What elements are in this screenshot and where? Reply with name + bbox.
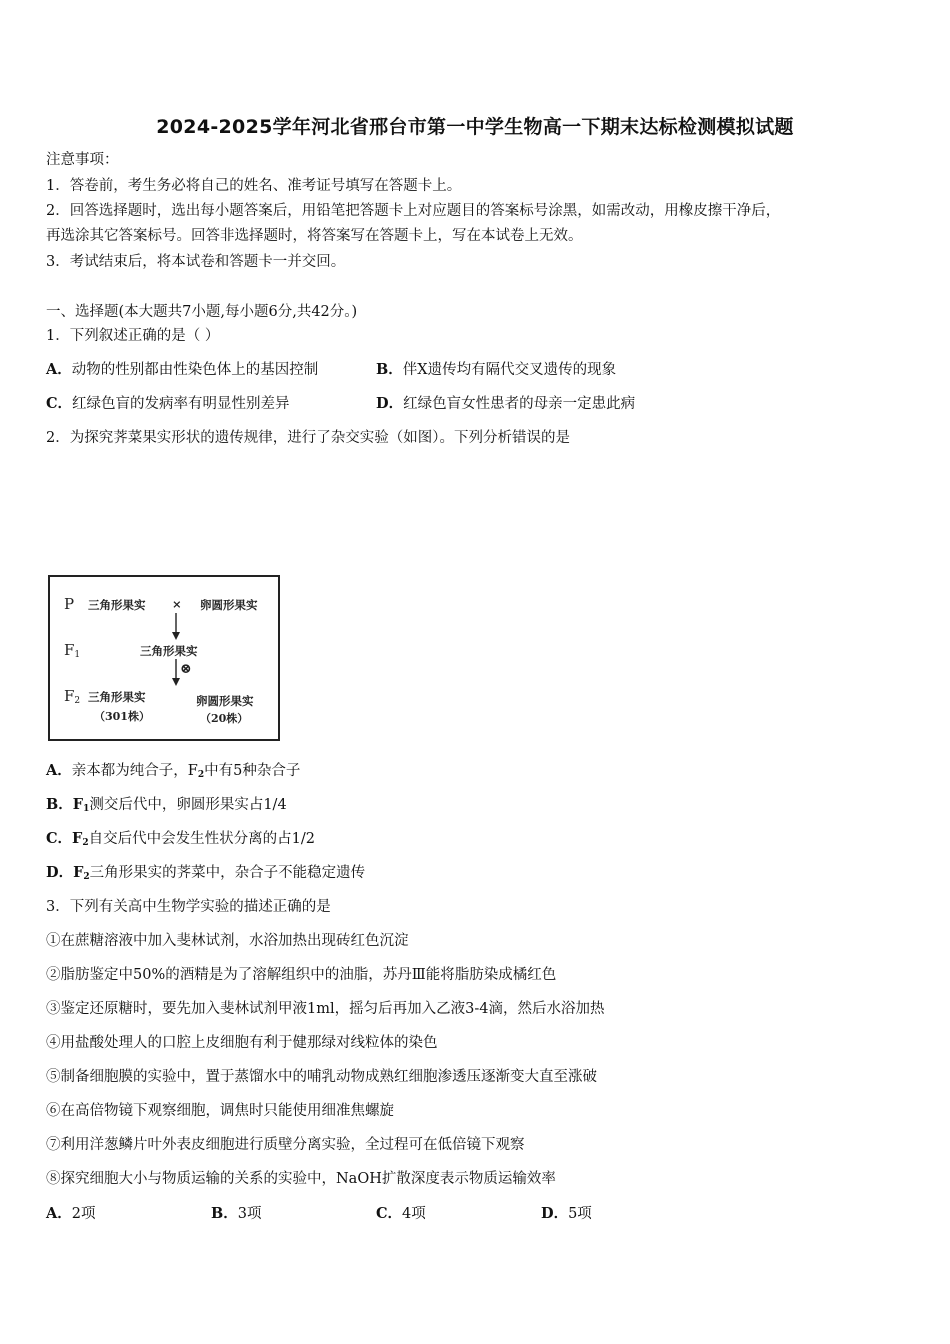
option-label: A． (46, 762, 72, 779)
q1-option-d[interactable] (376, 394, 635, 414)
q2-option-d[interactable] (46, 863, 365, 887)
f2-left-fruit: 三角形果实 (88, 690, 146, 704)
f2-right-count: （20株） (200, 712, 249, 725)
notice-item-3: 3．考试结束后，将本试卷和答题卡一并交回。 (46, 254, 346, 270)
option-text: F (72, 796, 84, 813)
q3-option-d[interactable] (541, 1204, 592, 1224)
q3-statement-2: ②脂肪鉴定中50%的酒精是为了溶解组织中的油脂，苏丹Ⅲ能将脂肪染成橘红色 (46, 967, 557, 983)
q2-option-b[interactable] (46, 795, 287, 819)
option-text: F (73, 864, 84, 881)
option-label: A． (46, 361, 72, 378)
q1-stem: 1．下列叙述正确的是（ ） (46, 328, 220, 344)
f1-letter: F (64, 641, 75, 659)
q3-option-b[interactable] (211, 1204, 262, 1224)
option-text: 红绿色盲女性患者的母亲一定患此病 (403, 396, 636, 412)
f2-right-fruit: 卵圆形果实 (196, 694, 254, 708)
f2-generation-label (64, 687, 80, 706)
q3-statement-7: ⑦利用洋葱鳞片叶外表皮细胞进行质壁分离实验，全过程可在低倍镜下观察 (46, 1137, 525, 1153)
p-left-fruit: 三角形果实 (88, 598, 146, 612)
option-text: 动物的性别都由性染色体上的基因控制 (71, 362, 319, 378)
q3-stem: 3．下列有关高中生物学实验的描述正确的是 (46, 899, 331, 915)
down-arrow-icon (170, 613, 182, 641)
option-text: 亲本都为纯合子，F (71, 763, 198, 779)
p-generation-label: P (64, 595, 75, 613)
q3-statement-3: ③鉴定还原糖时，要先加入斐林试剂甲液1ml，摇匀后再加入乙液3-4滴，然后水浴加热 (46, 1001, 605, 1017)
option-text: 3项 (237, 1206, 262, 1222)
cross-diagram (48, 575, 280, 741)
option-text: 5项 (568, 1206, 592, 1222)
self-cross-symbol: ⊗ (180, 661, 192, 677)
option-text: F (72, 830, 83, 847)
q3-statement-6: ⑥在高倍物镜下观察细胞，调焦时只能使用细准焦螺旋 (46, 1103, 394, 1119)
option-text: 三角形果实的荠菜中，杂合子不能稳定遗传 (89, 865, 366, 881)
q3-statement-1: ①在蔗糖溶液中加入斐林试剂，水浴加热出现砖红色沉淀 (46, 933, 409, 949)
notice-item-2b: 再选涂其它答案标号。回答非选择题时，将答案写在答题卡上，写在本试卷上无效。 (46, 228, 583, 244)
q3-statement-5: ⑤制备细胞膜的实验中，置于蒸馏水中的哺乳动物成熟红细胞渗透压逐渐变大直至涨破 (46, 1069, 597, 1085)
option-label: D． (541, 1205, 569, 1222)
option-label: C． (46, 395, 73, 412)
f1-generation-label (64, 641, 80, 660)
option-subscript: 2 (83, 872, 90, 882)
page-title: 2024-2025学年河北省邢台市第一中学生物高一下期末达标检测模拟试题 (156, 116, 794, 138)
option-subscript: 2 (82, 838, 89, 848)
q1-option-c[interactable] (46, 394, 290, 414)
option-text: 红绿色盲的发病率有明显性别差异 (72, 396, 290, 412)
option-label: D． (376, 395, 404, 412)
option-label: A． (46, 1205, 72, 1222)
option-label: C． (46, 830, 73, 847)
q2-stem: 2．为探究荠菜果实形状的遗传规律，进行了杂交实验（如图）。下列分析错误的是 (46, 430, 570, 446)
cross-symbol: × (172, 597, 182, 611)
q2-option-c[interactable] (46, 829, 315, 853)
section-heading: 一、选择题(本大题共7小题,每小题6分,共42分。) (46, 304, 358, 320)
q3-statement-8: ⑧探究细胞大小与物质运输的关系的实验中，NaOH扩散深度表示物质运输效率 (46, 1171, 556, 1187)
notice-heading: 注意事项： (46, 152, 119, 168)
f1-subscript: 1 (74, 650, 81, 660)
option-label: B． (46, 796, 73, 813)
notice-item-2a: 2．回答选择题时，选出每小题答案后，用铅笔把答题卡上对应题目的答案标号涂黑，如需改动，用橡皮擦干净后， (46, 203, 781, 219)
f2-left-count: （301株） (94, 710, 150, 723)
option-subscript: 2 (197, 770, 205, 780)
option-text: 中有5种杂合子 (204, 763, 301, 779)
f2-subscript: 2 (74, 696, 81, 706)
p-right-fruit: 卵圆形果实 (200, 598, 258, 612)
q3-statement-4: ④用盐酸处理人的口腔上皮细胞有利于健那绿对线粒体的染色 (46, 1035, 438, 1051)
option-text: 伴X遗传均有隔代交叉遗传的现象 (402, 362, 617, 378)
q3-option-c[interactable] (376, 1204, 426, 1224)
option-label: D． (46, 864, 74, 881)
option-text: 自交后代中会发生性状分离的占1/2 (88, 831, 315, 847)
option-text: 2项 (71, 1206, 96, 1222)
q3-option-a[interactable] (46, 1204, 96, 1224)
q2-option-a[interactable] (46, 761, 300, 785)
f2-letter: F (64, 687, 75, 705)
q1-option-b[interactable] (376, 360, 616, 380)
option-subscript: 1 (83, 804, 90, 814)
option-label: B． (376, 361, 403, 378)
q1-option-a[interactable] (46, 360, 318, 380)
option-text: 4项 (402, 1206, 426, 1222)
f1-fruit: 三角形果实 (140, 644, 198, 658)
option-label: C． (376, 1205, 403, 1222)
option-text: 测交后代中，卵圆形果实占1/4 (89, 797, 287, 813)
option-label: B． (211, 1205, 238, 1222)
notice-item-1: 1．答卷前，考生务必将自己的姓名、准考证号填写在答题卡上。 (46, 178, 462, 194)
